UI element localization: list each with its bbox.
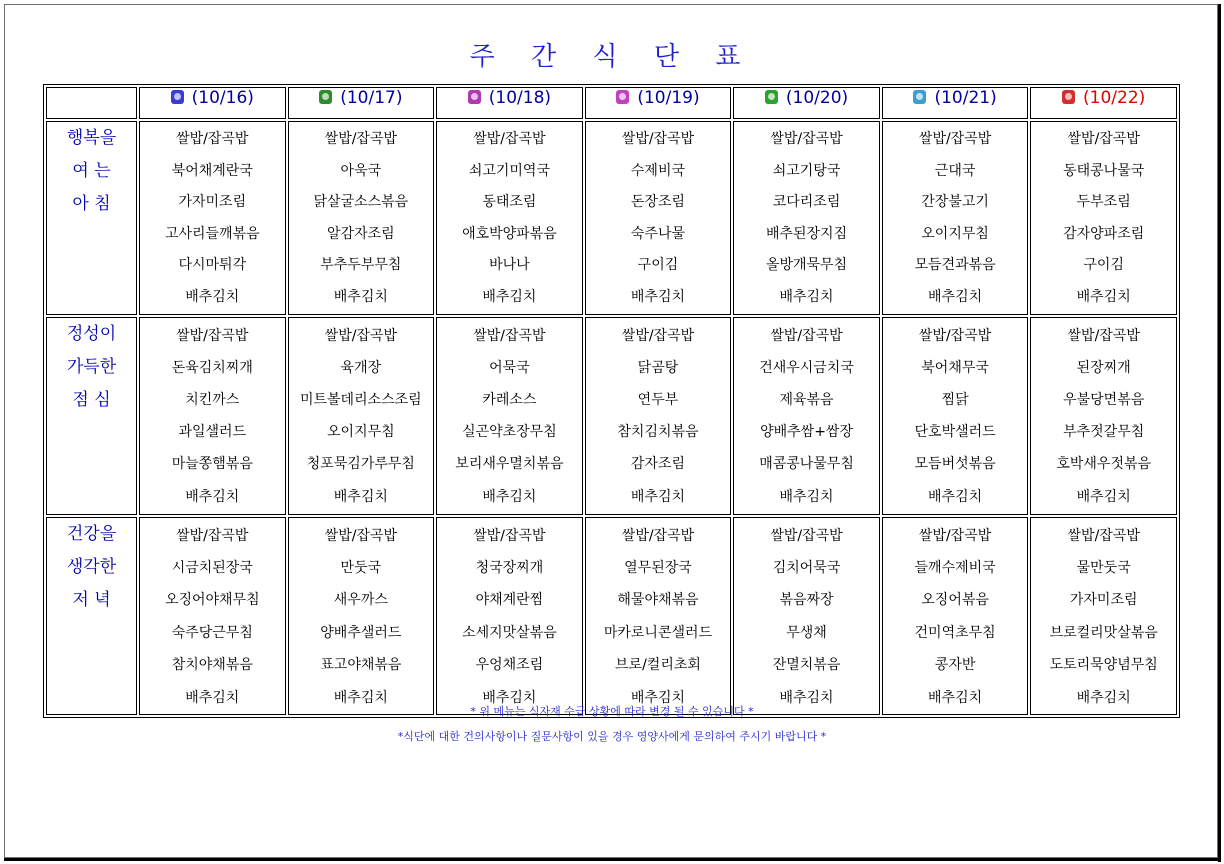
weekly-menu-table — [43, 84, 1180, 718]
menu-item: 애호박양파볶음 — [462, 225, 557, 242]
menu-item: 쌀밥/잡곡밥 — [621, 131, 695, 147]
menu-item: 표고야채볶음 — [320, 657, 402, 674]
meal-label — [46, 121, 137, 315]
menu-list — [1031, 518, 1176, 714]
menu-item: 볶음짜장 — [779, 592, 834, 609]
menu-list — [883, 122, 1028, 314]
menu-list — [883, 518, 1028, 714]
day-label: (10/20) — [785, 88, 849, 108]
menu-list — [1031, 122, 1176, 314]
menu-item: 숙주나물 — [630, 225, 686, 242]
meal-label-line: 생각한 — [66, 556, 117, 577]
menu-item: 배추김치 — [333, 689, 388, 706]
meal-label — [46, 517, 137, 715]
menu-item: 잔멸치볶음 — [772, 657, 841, 674]
menu-item: 쌀밥/잡곡밥 — [176, 527, 249, 544]
menu-item: 배추김치 — [630, 689, 686, 706]
menu-cell — [733, 317, 880, 515]
day-label: (10/19) — [637, 88, 700, 108]
menu-cell — [882, 517, 1029, 715]
meal-label-line: 저 녁 — [72, 589, 111, 610]
menu-item: 배추김치 — [482, 689, 537, 706]
menu-item: 배추김치 — [185, 488, 240, 505]
menu-item: 닭살굴소스볶음 — [313, 194, 409, 211]
menu-item: 쌀밥/잡곡밥 — [770, 327, 843, 344]
menu-item: 쌀밥/잡곡밥 — [918, 131, 992, 147]
menu-item: 건미역초무침 — [914, 624, 996, 641]
menu-item: 오징어볶음 — [921, 592, 989, 609]
menu-item: 새우까스 — [333, 592, 388, 609]
menu-list — [437, 318, 582, 513]
menu-item: 동태콩나물국 — [1063, 162, 1145, 179]
menu-cell — [288, 317, 435, 515]
menu-item: 보리새우멸치볶음 — [455, 456, 564, 473]
menu-item: 수제비국 — [630, 162, 686, 179]
day-header-6 — [882, 87, 1029, 119]
menu-cell — [733, 517, 880, 715]
menu-item: 가자미조림 — [1069, 592, 1138, 609]
menu-item: 돈육김치찌개 — [171, 359, 253, 376]
menu-item: 배추김치 — [185, 288, 240, 305]
menu-item: 가자미조림 — [178, 194, 247, 211]
menu-item: 참치김치볶음 — [617, 424, 699, 441]
menu-cell — [733, 121, 880, 315]
menu-item: 매콤콩나물무침 — [759, 456, 854, 473]
menu-item: 제육볶음 — [779, 391, 834, 408]
menu-item: 미트볼데리소스조림 — [299, 391, 422, 408]
menu-cell — [139, 517, 286, 715]
menu-item: 마카로니콘샐러드 — [603, 624, 713, 641]
menu-item: 야채계란찜 — [475, 592, 544, 609]
menu-item: 무생채 — [786, 624, 827, 641]
menu-item: 쌀밥/잡곡밥 — [176, 131, 249, 147]
menu-item: 부추젓갈무침 — [1063, 424, 1145, 441]
menu-list — [140, 122, 285, 314]
menu-cell — [1030, 317, 1177, 515]
menu-item: 브로/컬리초회 — [615, 657, 701, 674]
menu-item: 배추김치 — [630, 488, 686, 505]
calendar-icon — [171, 90, 184, 104]
menu-item: 배추김치 — [482, 288, 537, 305]
meal-label-line: 건강을 — [66, 523, 117, 544]
notice-supply: * 위 메뉴는 식자재 수급 상황에 따라 변경 될 수 있습니다 * — [470, 705, 754, 718]
day-label: (10/17) — [340, 88, 403, 108]
menu-list — [289, 122, 434, 314]
menu-item: 북어채계란국 — [171, 162, 253, 179]
menu-item: 고사리들깨볶음 — [164, 225, 260, 242]
menu-item: 해물야채볶음 — [617, 592, 699, 609]
header-row — [46, 87, 1177, 119]
menu-item: 쌀밥/잡곡밥 — [1067, 131, 1140, 147]
menu-item: 동태조림 — [482, 194, 537, 211]
menu-item: 마늘쫑햄볶음 — [171, 456, 253, 473]
menu-item: 연두부 — [637, 391, 679, 408]
day-header-5 — [733, 87, 880, 119]
menu-item: 구이김 — [637, 257, 679, 274]
meal-row-2 — [46, 317, 1177, 515]
day-header-2 — [288, 87, 435, 119]
menu-item: 단호박샐러드 — [914, 424, 996, 441]
menu-list — [734, 518, 879, 714]
meal-label-line: 가득한 — [66, 356, 117, 377]
day-label: (10/18) — [488, 88, 552, 108]
meal-row-3 — [46, 517, 1177, 715]
menu-item: 청포묵김가루무침 — [306, 456, 415, 473]
menu-item: 과일샐러드 — [178, 424, 247, 441]
menu-cell — [288, 517, 435, 715]
page-title: 주 간 식 단 표 — [469, 42, 755, 72]
menu-item: 만둣국 — [340, 559, 382, 576]
menu-item: 소세지맛살볶음 — [462, 624, 557, 641]
menu-item: 열무된장국 — [624, 559, 692, 576]
meal-label-line: 행복을 — [66, 128, 117, 148]
menu-item: 호박새우젓볶음 — [1056, 456, 1152, 473]
menu-item: 아욱국 — [340, 162, 382, 179]
day-label: (10/22) — [1083, 88, 1146, 108]
menu-list — [586, 518, 731, 714]
menu-list — [140, 318, 285, 513]
menu-item: 김치어묵국 — [772, 559, 841, 576]
day-label: (10/21) — [934, 88, 997, 108]
menu-list — [289, 318, 434, 513]
menu-list — [289, 518, 434, 714]
menu-item: 양배추쌈+쌈장 — [760, 424, 853, 441]
menu-item: 모듬견과볶음 — [914, 257, 996, 274]
menu-item: 쌀밥/잡곡밥 — [918, 327, 992, 344]
menu-cell — [882, 121, 1029, 315]
menu-item: 쌀밥/잡곡밥 — [473, 527, 546, 544]
menu-item: 우엉채조림 — [475, 657, 544, 674]
menu-cell — [585, 317, 732, 515]
calendar-icon — [468, 90, 481, 104]
menu-cell — [139, 317, 286, 515]
menu-item: 두부조림 — [1076, 194, 1131, 211]
menu-item: 배추된장지짐 — [765, 225, 848, 242]
menu-item: 쌀밥/잡곡밥 — [770, 131, 843, 147]
menu-item: 배추김치 — [333, 488, 388, 505]
menu-item: 알감자조림 — [327, 225, 395, 242]
menu-item: 쌀밥/잡곡밥 — [1067, 527, 1140, 544]
menu-item: 배추김치 — [928, 288, 983, 305]
menu-item: 부추두부무침 — [320, 257, 402, 274]
menu-item: 브로컬리맛살볶음 — [1049, 624, 1158, 641]
menu-list — [586, 122, 731, 314]
menu-item: 들깨수제비국 — [914, 559, 996, 576]
menu-item: 배추김치 — [482, 488, 537, 505]
menu-cell — [1030, 517, 1177, 715]
menu-list — [1031, 318, 1176, 513]
menu-item: 배추김치 — [779, 488, 834, 505]
menu-item: 시금치된장국 — [171, 559, 253, 576]
menu-item: 쌀밥/잡곡밥 — [176, 327, 249, 344]
meal-label-line: 여 는 — [72, 161, 111, 182]
menu-list — [734, 122, 879, 314]
menu-list — [734, 318, 879, 513]
frame-shadow-bottom — [4, 858, 1221, 861]
meal-label-line: 점 심 — [72, 389, 111, 410]
menu-item: 치킨까스 — [185, 391, 240, 408]
meal-label-line: 아 침 — [72, 194, 111, 215]
menu-item: 배추김치 — [1076, 488, 1131, 505]
calendar-icon — [319, 90, 332, 104]
menu-item: 오이지무침 — [921, 225, 989, 242]
menu-item: 오이지무침 — [327, 424, 395, 441]
day-header-4 — [585, 87, 732, 119]
menu-item: 모듬버섯볶음 — [914, 456, 996, 473]
menu-item: 쌀밥/잡곡밥 — [473, 131, 546, 147]
menu-cell — [436, 317, 583, 515]
menu-item: 도토리묵양념무침 — [1049, 657, 1158, 674]
corner-cell — [46, 87, 137, 119]
menu-cell — [288, 121, 435, 315]
menu-list — [437, 122, 582, 314]
menu-item: 코다리조림 — [772, 194, 841, 211]
menu-cell — [585, 121, 732, 315]
meal-label-line: 정성이 — [66, 323, 117, 344]
menu-item: 근대국 — [934, 162, 976, 179]
menu-item: 북어채무국 — [921, 359, 989, 376]
menu-item: 쌀밥/잡곡밥 — [770, 527, 843, 544]
calendar-icon — [765, 90, 778, 104]
day-label: (10/16) — [191, 88, 254, 108]
menu-item: 배추김치 — [779, 288, 834, 305]
meal-label — [46, 317, 137, 515]
menu-item: 된장찌개 — [1076, 359, 1131, 376]
menu-item: 배추김치 — [928, 488, 983, 505]
menu-item: 콩자반 — [934, 657, 976, 674]
menu-item: 양배추샐러드 — [320, 624, 402, 641]
menu-item: 감자조림 — [630, 456, 686, 473]
calendar-icon — [616, 90, 629, 104]
day-header-1 — [139, 87, 286, 119]
menu-item: 쇠고기미역국 — [468, 162, 550, 179]
menu-item: 쌀밥/잡곡밥 — [324, 327, 398, 344]
menu-item: 간장불고기 — [921, 194, 989, 211]
menu-cell — [436, 121, 583, 315]
menu-item: 감자양파조림 — [1063, 225, 1145, 242]
menu-cell — [882, 317, 1029, 515]
calendar-icon — [1062, 90, 1075, 104]
menu-item: 배추김치 — [1076, 689, 1131, 706]
menu-item: 쇠고기탕국 — [772, 162, 841, 179]
day-header-7 — [1030, 87, 1177, 119]
menu-item: 쌀밥/잡곡밥 — [918, 527, 992, 544]
menu-item: 실곤약초장무침 — [462, 424, 557, 441]
menu-item: 숙주당근무침 — [171, 624, 253, 641]
menu-item: 배추김치 — [779, 689, 834, 706]
menu-item: 쌀밥/잡곡밥 — [473, 327, 546, 344]
menu-item: 찜닭 — [941, 391, 969, 408]
menu-item: 배추김치 — [185, 689, 240, 706]
menu-item: 올방개묵무침 — [765, 257, 848, 274]
day-header-3 — [436, 87, 583, 119]
calendar-icon — [913, 90, 926, 104]
menu-item: 오징어야채무침 — [164, 592, 260, 609]
menu-item: 배추김치 — [928, 689, 983, 706]
menu-item: 쌀밥/잡곡밥 — [1067, 327, 1140, 344]
menu-item: 바나나 — [489, 257, 530, 274]
menu-item: 배추김치 — [1076, 288, 1131, 305]
menu-item: 우불당면볶음 — [1063, 391, 1145, 408]
menu-item: 쌀밥/잡곡밥 — [621, 327, 695, 344]
menu-item: 물만둣국 — [1076, 559, 1131, 576]
menu-list — [883, 318, 1028, 513]
menu-item: 육개장 — [340, 359, 382, 376]
menu-cell — [1030, 121, 1177, 315]
menu-item: 구이김 — [1083, 257, 1124, 274]
menu-item: 참치야채볶음 — [171, 657, 253, 674]
menu-item: 쌀밥/잡곡밥 — [324, 527, 398, 544]
menu-list — [437, 518, 582, 714]
menu-item: 배추김치 — [333, 288, 388, 305]
menu-item: 청국장찌개 — [475, 559, 544, 576]
menu-list — [140, 518, 285, 714]
menu-list — [586, 318, 731, 513]
menu-item: 건새우시금치국 — [759, 359, 854, 376]
menu-item: 카레소스 — [482, 391, 537, 408]
menu-item: 돈장조림 — [630, 194, 686, 211]
menu-cell — [436, 517, 583, 715]
menu-item: 어묵국 — [489, 359, 530, 376]
menu-item: 배추김치 — [630, 288, 686, 305]
meal-row-1 — [46, 121, 1177, 315]
menu-item: 다시마튀각 — [178, 257, 247, 274]
menu-cell — [139, 121, 286, 315]
menu-item: 쌀밥/잡곡밥 — [324, 131, 398, 147]
notice-inquiry: *식단에 대한 건의사항이나 질문사항이 있을 경우 영양사에게 문의하여 주시기 바랍니다 * — [397, 730, 827, 743]
menu-item: 쌀밥/잡곡밥 — [621, 527, 695, 544]
menu-cell — [585, 517, 732, 715]
menu-item: 닭곰탕 — [637, 359, 679, 376]
